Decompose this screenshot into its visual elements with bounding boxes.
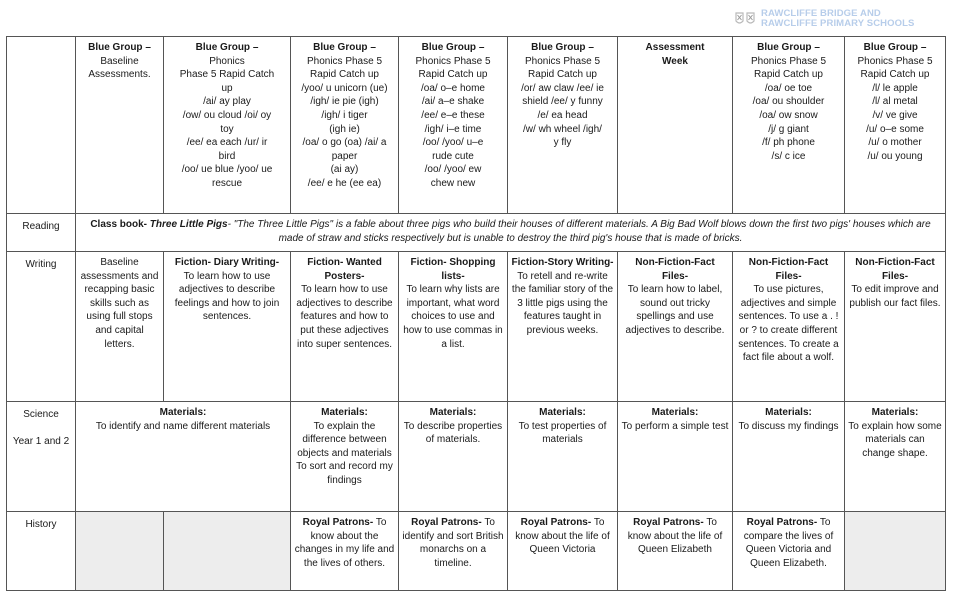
phonics-line: Phonics Phase 5 [306, 55, 383, 67]
phonics-line: /oa/ ou shoulder [752, 96, 825, 108]
assessment-week-cell [618, 37, 733, 214]
writing-cell [164, 252, 291, 402]
phonics-line: Phonics Phase 5 [415, 55, 491, 67]
class-book-title: Three Little Pigs [149, 219, 228, 230]
history-cell [399, 512, 508, 591]
phonics-heading: Blue Group – [863, 42, 927, 53]
phonics-line: /j/ g giant [768, 123, 809, 135]
writing-text: To use pictures, adjectives and simple sentences. To use a . ! or ? to create different sentences. To create a fact file about a wolf. [738, 284, 839, 364]
phonics-line: /oa/ oe toe [764, 82, 813, 94]
phonics-cell [508, 37, 618, 214]
school-name-line-1: RAWCLIFFE BRIDGE AND [761, 8, 881, 19]
assessment-heading-week: Week [662, 55, 688, 67]
phonics-line: Assessments. [88, 69, 151, 81]
science-text: To sort and record my findings [296, 461, 393, 486]
phonics-line: Rapid Catch up [418, 69, 488, 81]
history-title: Royal Patrons- [746, 517, 818, 528]
science-cell [733, 402, 845, 512]
history-text: To know about the life of Queen Victoria [515, 517, 610, 556]
history-cell [508, 512, 618, 591]
phonics-heading: Blue Group – [313, 42, 376, 53]
writing-row [7, 252, 946, 402]
writing-text: To edit improve and publish our fact files. [849, 284, 941, 309]
assessment-heading: Assessment [645, 42, 705, 53]
science-text: To discuss my findings [738, 420, 839, 432]
phonics-line: /oo/ /yoo/ ew [424, 164, 482, 176]
phonics-line: Phonics [209, 55, 245, 67]
writing-title: Fiction-Story Writing- [511, 257, 614, 268]
phonics-cell [291, 37, 399, 214]
science-row [7, 402, 946, 512]
phonics-line: /igh/ i–e time [424, 123, 482, 135]
phonics-line: Rapid Catch up [310, 69, 379, 81]
writing-cell [399, 252, 508, 402]
history-title: Royal Patrons- [411, 517, 482, 528]
writing-text: To learn how to use adjectives to describe feelings and how to join sentences. [174, 270, 280, 323]
phonics-line: /w/ wh wheel /igh/ [523, 123, 602, 135]
phonics-line: /u/ ou young [867, 150, 923, 162]
phonics-line: Phase 5 Rapid Catch [179, 69, 275, 81]
writing-title: Non-Fiction-Fact Files- [635, 257, 715, 282]
history-cell [291, 512, 399, 591]
writing-title: Fiction- Diary Writing- [174, 257, 280, 268]
class-book-label: Class book- [90, 219, 148, 230]
phonics-line: /oa/ o go (oa) /ai/ a [302, 137, 387, 149]
science-cell [399, 402, 508, 512]
school-name-line-2: RAWCLIFFE PRIMARY SCHOOLS [761, 18, 915, 29]
crossed-keys-crest-icon [734, 10, 756, 28]
phonics-line: Baseline [100, 55, 139, 67]
writing-title: Fiction- Shopping lists- [410, 257, 496, 282]
phonics-line: (ai ay) [330, 164, 359, 176]
science-title: Materials: [651, 407, 699, 418]
history-cell [618, 512, 733, 591]
phonics-cell [399, 37, 508, 214]
phonics-line: Phonics Phase 5 [750, 55, 827, 67]
phonics-row [7, 37, 946, 214]
history-empty-cell [76, 512, 164, 591]
phonics-line: /ee/ e he (ee ea) [307, 177, 382, 189]
science-text: To perform a simple test [621, 420, 729, 432]
phonics-line: /l/ le apple [872, 82, 918, 94]
phonics-heading: Blue Group – [421, 42, 485, 53]
writing-row-label: Writing [7, 252, 76, 402]
science-title: Materials: [539, 407, 586, 418]
writing-cell [76, 252, 164, 402]
phonics-line: /f/ ph phone [762, 137, 815, 149]
phonics-line: /u/ o–e some [866, 123, 924, 135]
science-cell [76, 402, 291, 512]
phonics-line: /l/ al metal [872, 96, 918, 108]
science-label: Science [23, 409, 59, 420]
science-title: Materials: [871, 407, 919, 418]
phonics-cell [845, 37, 946, 214]
phonics-heading: Blue Group – [757, 42, 820, 53]
history-title: Royal Patrons- [633, 517, 704, 528]
writing-cell [733, 252, 845, 402]
reading-row-label: Reading [7, 214, 76, 252]
science-title: Materials: [429, 407, 477, 418]
science-cell [618, 402, 733, 512]
phonics-line: shield /ee/ y funny [522, 96, 603, 108]
history-row [7, 512, 946, 591]
phonics-line: Rapid Catch up [528, 69, 597, 81]
phonics-row-header [7, 37, 76, 214]
science-row-label [7, 402, 76, 512]
phonics-cell [164, 37, 291, 214]
history-title: Royal Patrons- [520, 517, 592, 528]
phonics-line: y fly [553, 137, 572, 149]
history-empty-cell [845, 512, 946, 591]
science-text: To explain the difference between objects and materials [297, 420, 392, 459]
history-text: To know about the changes in my life and the lives of others. [294, 517, 395, 569]
phonics-line: /igh/ i tiger [321, 109, 368, 121]
history-text: To identify and sort British monarchs on a timeline. [402, 517, 504, 569]
reading-class-book-cell [76, 214, 946, 252]
writing-title: Non-Fiction-Fact Files- [855, 257, 935, 282]
phonics-line: Rapid Catch up [860, 69, 930, 81]
science-text: To explain how some materials can change shape. [848, 420, 942, 459]
phonics-line: /yoo/ u unicorn (ue) [301, 82, 388, 94]
history-text: To compare the lives of Queen Victoria and Queen Elizabeth. [743, 517, 834, 569]
science-title: Materials: [765, 407, 812, 418]
science-title: Materials: [321, 407, 368, 418]
phonics-line: up [221, 82, 233, 94]
history-title: Royal Patrons- [302, 517, 374, 528]
writing-text: To retell and re-write the familiar story of the 3 little pigs using the features taught in previous weeks. [511, 270, 614, 336]
phonics-cell [733, 37, 845, 214]
writing-cell [845, 252, 946, 402]
phonics-line: (igh ie) [329, 123, 360, 135]
phonics-line: rescue [211, 177, 242, 189]
phonics-line: /s/ c ice [771, 150, 806, 162]
phonics-heading: Blue Group – [195, 42, 259, 53]
writing-cell [508, 252, 618, 402]
phonics-line: /oa/ ow snow [759, 109, 818, 121]
science-year-label: Year 1 and 2 [12, 435, 70, 447]
science-text: To identify and name different materials [95, 420, 271, 432]
writing-text: To learn why lists are important, what word choices to use and how to use commas in a list. [403, 284, 503, 350]
phonics-heading: Blue Group – [88, 42, 151, 53]
writing-cell [618, 252, 733, 402]
writing-title: Non-Fiction-Fact Files- [748, 257, 829, 282]
science-title: Materials: [159, 407, 207, 418]
phonics-cell [76, 37, 164, 214]
phonics-line: bird [218, 150, 236, 162]
phonics-line: paper [331, 150, 358, 162]
class-book-description: - "The Three Little Pigs" is a fable about three pigs who build their houses of different materials. A Big Bad Wolf blows down the first two pigs' houses which are made of straw and sticks respectively but is unable to destroy the third pig's house that is made of bricks. [227, 219, 931, 244]
reading-row [7, 214, 946, 252]
history-text: To know about the life of Queen Elizabeth [627, 517, 723, 556]
phonics-line: /igh/ ie pie (igh) [310, 96, 379, 108]
writing-title: Fiction- Wanted Posters- [307, 257, 382, 282]
phonics-line: rude cute [432, 150, 474, 162]
science-text: To describe properties of materials. [403, 420, 503, 446]
phonics-line: /or/ aw claw /ee/ ie [521, 82, 604, 94]
history-empty-cell [164, 512, 291, 591]
phonics-line: Phonics Phase 5 [524, 55, 601, 67]
writing-text: To learn how to label, sound out tricky spellings and use adjectives to describe. [625, 284, 725, 336]
phonics-line: /ai/ ay play [203, 96, 251, 108]
science-cell [845, 402, 946, 512]
science-cell [508, 402, 618, 512]
phonics-line: /u/ o mother [868, 137, 922, 149]
phonics-line: toy [220, 123, 234, 135]
writing-cell [291, 252, 399, 402]
phonics-line: /ee/ ea each /ur/ ir [186, 137, 268, 149]
phonics-line: Rapid Catch up [754, 69, 823, 81]
writing-text: To learn how to use adjectives to describe features and how to put these adjectives into super sentences. [296, 284, 393, 350]
phonics-heading: Blue Group – [531, 42, 594, 53]
phonics-line: /ai/ a–e shake [421, 96, 485, 108]
school-logo [734, 4, 914, 34]
curriculum-table [6, 36, 946, 591]
phonics-line: /oa/ o–e home [421, 82, 485, 94]
phonics-line: /e/ ea head [537, 109, 588, 121]
writing-text: Baseline assessments and recapping basic skills such as using full stops and capital letters. [80, 257, 159, 350]
phonics-line: chew new [430, 177, 476, 189]
phonics-line: /oo/ ue blue /yoo/ ue [181, 164, 273, 176]
phonics-line: Phonics Phase 5 [857, 55, 933, 67]
phonics-line: /oo/ /yoo/ u–e [422, 137, 484, 149]
phonics-line: /v/ ve give [872, 109, 918, 121]
science-text: To test properties of materials [518, 420, 607, 446]
history-cell [733, 512, 845, 591]
phonics-line: /ee/ e–e these [421, 109, 485, 121]
science-cell [291, 402, 399, 512]
history-row-label: History [7, 512, 76, 591]
phonics-line: /ow/ ou cloud /oi/ oy [182, 109, 272, 121]
